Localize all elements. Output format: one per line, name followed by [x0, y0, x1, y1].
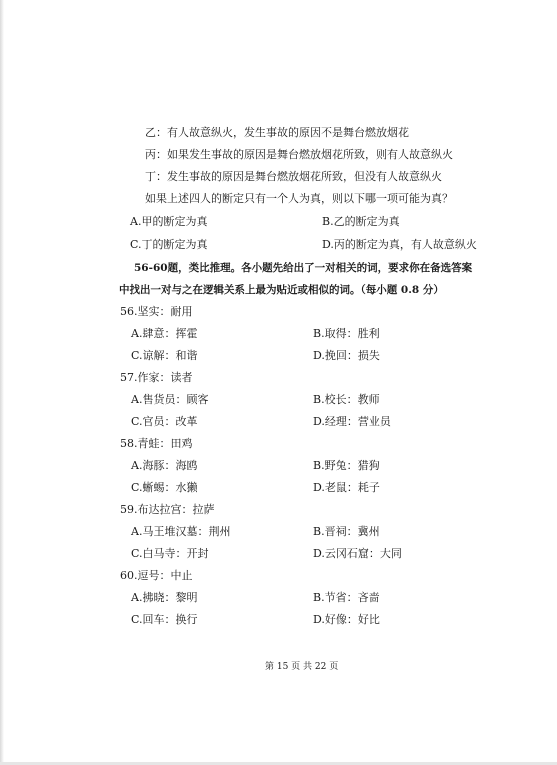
- question-56-option-c: C.谅解：和谐: [131, 349, 198, 362]
- question-58-option-c: C.蜥蜴：水獭: [131, 481, 198, 494]
- page-number: 第 15 页 共 22 页: [265, 662, 339, 672]
- question-58-stem: 58.青蛙：田鸡: [120, 437, 193, 450]
- question-59-option-d: D.云冈石窟：大同: [313, 547, 402, 560]
- question-56-option-b: B.取得：胜利: [313, 327, 380, 340]
- question-56-option-d: D.挽回：损失: [313, 349, 380, 362]
- question-57-option-c: C.官员：改革: [131, 415, 198, 428]
- option-c: C.丁的断定为真: [130, 238, 208, 251]
- question-58-option-a: A.海豚：海鸥: [131, 459, 198, 472]
- statement-bing: 丙：如果发生事故的原因是舞台燃放烟花所致，则有人故意纵火: [145, 148, 453, 161]
- option-b: B.乙的断定为真: [322, 215, 400, 228]
- question-60-option-d: D.好像：好比: [313, 613, 380, 626]
- question-59-stem: 59.布达拉宫：拉萨: [120, 503, 215, 516]
- question-stem: 如果上述四人的断定只有一个人为真，则以下哪一项可能为真？: [145, 192, 453, 205]
- question-60-option-a: A.拂晓：黎明: [131, 591, 198, 604]
- option-d: D.丙的断定为真，有人故意纵火: [322, 238, 477, 251]
- question-57-stem: 57.作家：读者: [120, 371, 193, 384]
- statement-yi: 乙：有人故意纵火，发生事故的原因不是舞台燃放烟花: [145, 126, 409, 139]
- statement-ding: 丁：发生事故的原因是舞台燃放烟花所致，但没有人故意纵火: [145, 170, 442, 183]
- question-59-option-b: B.晋祠：冀州: [313, 525, 380, 538]
- question-60-option-c: C.回车：换行: [131, 613, 198, 626]
- question-57-option-d: D.经理：营业员: [313, 415, 391, 428]
- section-heading-line2: 中找出一对与之在逻辑关系上最为贴近或相似的词。（每小题 0.8 分）: [119, 284, 444, 296]
- section-heading-line1: 56-60题，类比推理。各小题先给出了一对相关的词，要求你在备选答案: [134, 262, 473, 274]
- question-58-option-d: D.老鼠：耗子: [313, 481, 380, 494]
- question-60-stem: 60.逗号：中止: [120, 569, 193, 582]
- question-56-stem: 56.坚实：耐用: [120, 305, 193, 318]
- scan-shadow-left: [0, 0, 4, 765]
- option-a: A.甲的断定为真: [130, 215, 208, 228]
- question-58-option-b: B.野兔：猎狗: [313, 459, 380, 472]
- question-57-option-b: B.校长：教师: [313, 393, 380, 406]
- question-60-option-b: B.节省：吝啬: [313, 591, 380, 604]
- question-59-option-a: A.马王堆汉墓：荆州: [131, 525, 231, 538]
- question-56-option-a: A.肆意：挥霍: [131, 327, 198, 340]
- question-57-option-a: A.售货员：顾客: [131, 393, 209, 406]
- question-59-option-c: C.白马寺：开封: [131, 547, 209, 560]
